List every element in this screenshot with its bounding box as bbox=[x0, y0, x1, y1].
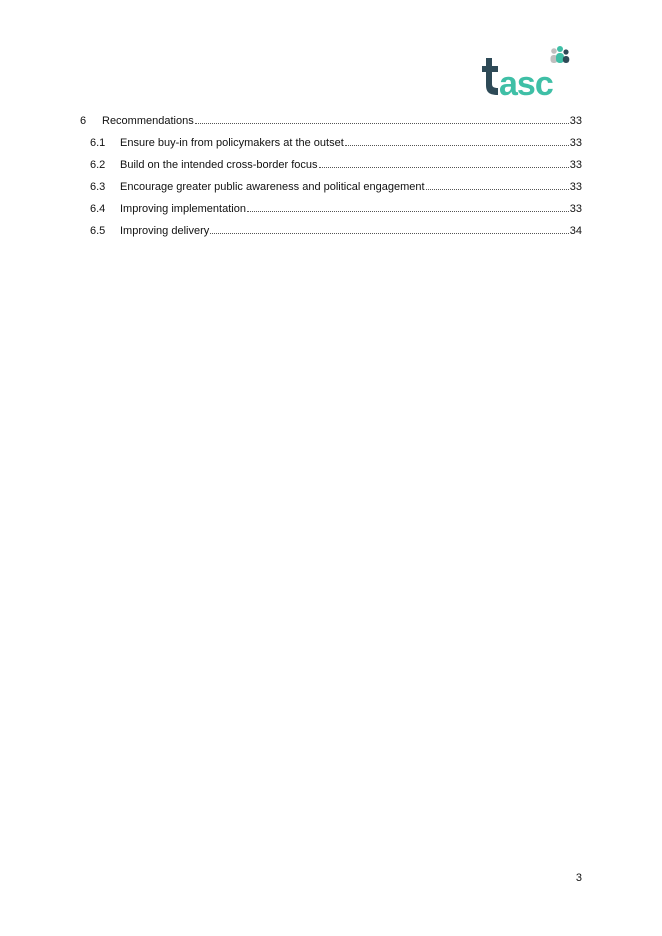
toc-entry[interactable] bbox=[80, 136, 582, 158]
toc-entry-page: 33 bbox=[569, 137, 582, 149]
dot-leader bbox=[195, 122, 569, 124]
toc-entry[interactable] bbox=[80, 180, 582, 202]
toc-entry-label: Ensure buy-in from policymakers at the outset bbox=[120, 137, 344, 149]
toc-entry[interactable] bbox=[80, 224, 582, 246]
dot-leader bbox=[210, 232, 568, 234]
tasc-logo-graphic bbox=[478, 44, 574, 100]
toc-entry-label: Improving delivery bbox=[120, 225, 210, 237]
people-icon bbox=[551, 46, 570, 63]
toc-entry-label: Build on the intended cross-border focus bbox=[120, 159, 318, 171]
toc-entry-number: 6.5 bbox=[90, 225, 106, 237]
toc-entry[interactable] bbox=[80, 202, 582, 224]
page-number: 3 bbox=[575, 872, 582, 884]
toc-entry-page: 33 bbox=[569, 115, 582, 127]
toc-entry[interactable] bbox=[80, 114, 582, 136]
toc-entry-number: 6.4 bbox=[90, 203, 106, 215]
toc-entry-number: 6 bbox=[80, 115, 87, 127]
dot-leader bbox=[319, 166, 569, 168]
toc-entry[interactable] bbox=[80, 158, 582, 180]
toc-entry-label: Improving implementation bbox=[120, 203, 246, 215]
dot-leader bbox=[345, 144, 569, 146]
toc-entry-label: Encourage greater public awareness and political engagement bbox=[120, 181, 425, 193]
toc-entry-number: 6.1 bbox=[90, 137, 106, 149]
dot-leader bbox=[247, 210, 569, 212]
table-of-contents bbox=[80, 114, 582, 246]
toc-entry-number: 6.2 bbox=[90, 159, 106, 171]
tasc-logo bbox=[478, 44, 574, 100]
toc-entry-page: 33 bbox=[569, 159, 582, 171]
dot-leader bbox=[426, 188, 569, 190]
svg-text:asc: asc bbox=[499, 65, 553, 100]
toc-entry-label: Recommendations bbox=[102, 115, 194, 127]
toc-entry-page: 33 bbox=[569, 203, 582, 215]
toc-entry-page: 33 bbox=[569, 181, 582, 193]
toc-entry-page: 34 bbox=[569, 225, 582, 237]
toc-entry-number: 6.3 bbox=[90, 181, 106, 193]
